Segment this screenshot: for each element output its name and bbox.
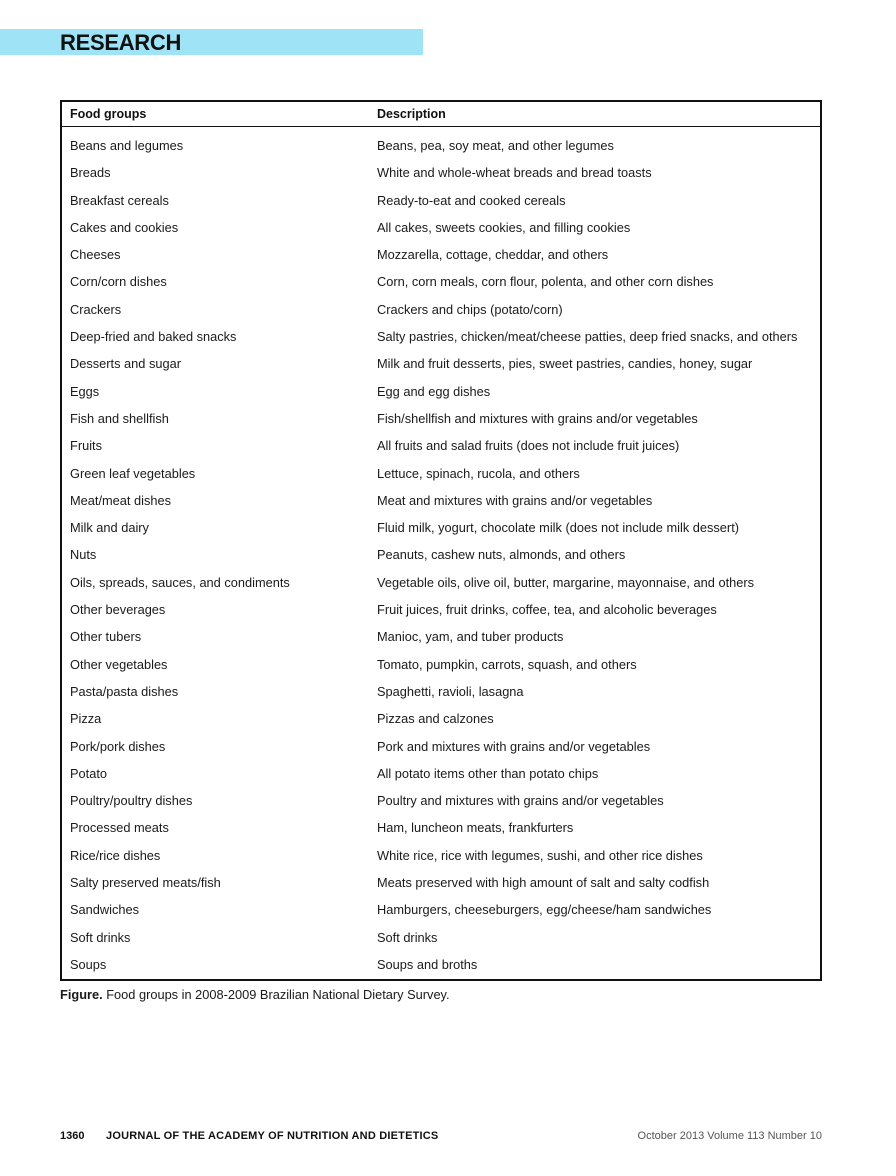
description-cell: White and whole-wheat breads and bread toasts [377, 165, 652, 181]
caption-text: Food groups in 2008-2009 Brazilian National Dietary Survey. [102, 987, 450, 1002]
food-group-cell: Milk and dairy [70, 520, 149, 536]
description-cell: Poultry and mixtures with grains and/or vegetables [377, 793, 664, 809]
description-cell: Ham, luncheon meats, frankfurters [377, 820, 574, 836]
table-row [62, 545, 820, 572]
food-group-cell: Other vegetables [70, 656, 168, 672]
table-row [62, 300, 820, 327]
table-row [62, 136, 820, 163]
description-cell: All fruits and salad fruits (does not include fruit juices) [377, 438, 680, 454]
table-row [62, 409, 820, 436]
column-header-description: Description [377, 107, 446, 121]
food-group-cell: Pizza [70, 711, 102, 727]
table-row [62, 327, 820, 354]
table-row [62, 928, 820, 955]
food-group-cell: Pork/pork dishes [70, 738, 166, 754]
food-group-cell: Rice/rice dishes [70, 847, 161, 863]
caption-label: Figure. [60, 987, 103, 1002]
food-groups-table [60, 100, 822, 981]
description-cell: All cakes, sweets cookies, and filling cookies [377, 219, 631, 235]
table-row [62, 900, 820, 927]
description-cell: All potato items other than potato chips [377, 765, 599, 781]
description-cell: Hamburgers, cheeseburgers, egg/cheese/ham sandwiches [377, 902, 712, 918]
food-group-cell: Fish and shellfish [70, 410, 169, 426]
description-cell: Lettuce, spinach, rucola, and others [377, 465, 580, 481]
table-row [62, 682, 820, 709]
food-group-cell: Breads [70, 165, 111, 181]
food-group-cell: Crackers [70, 301, 122, 317]
description-cell: Vegetable oils, olive oil, butter, margarine, mayonnaise, and others [377, 574, 755, 590]
page-footer [60, 1130, 822, 1146]
table-row [62, 245, 820, 272]
description-cell: Egg and egg dishes [377, 383, 491, 399]
food-group-cell: Corn/corn dishes [70, 274, 167, 290]
description-cell: Spaghetti, ravioli, lasagna [377, 683, 524, 699]
description-cell: Soft drinks [377, 929, 438, 945]
journal-name: JOURNAL OF THE ACADEMY OF NUTRITION AND DIETETICS [106, 1130, 439, 1142]
description-cell: Meat and mixtures with grains and/or vegetables [377, 492, 653, 508]
food-group-cell: Deep-fried and baked snacks [70, 329, 237, 345]
food-group-cell: Meat/meat dishes [70, 492, 172, 508]
description-cell: Beans, pea, soy meat, and other legumes [377, 138, 614, 153]
description-cell: White rice, rice with legumes, sushi, and other rice dishes [377, 847, 703, 863]
table-row [62, 627, 820, 654]
table-row [62, 818, 820, 845]
description-cell: Fluid milk, yogurt, chocolate milk (does not include milk dessert) [377, 520, 740, 536]
food-group-cell: Poultry/poultry dishes [70, 793, 193, 809]
table-row [62, 436, 820, 463]
food-group-cell: Fruits [70, 438, 102, 454]
table-row [62, 655, 820, 682]
table-row [62, 491, 820, 518]
description-cell: Fruit juices, fruit drinks, coffee, tea, and alcoholic beverages [377, 602, 717, 618]
description-cell: Fish/shellfish and mixtures with grains and/or vegetables [377, 410, 698, 426]
description-cell: Pork and mixtures with grains and/or vegetables [377, 738, 651, 754]
food-group-cell: Soft drinks [70, 929, 131, 945]
food-group-cell: Green leaf vegetables [70, 465, 196, 481]
food-group-cell: Cakes and cookies [70, 219, 179, 235]
food-group-cell: Other tubers [70, 629, 142, 645]
description-cell: Peanuts, cashew nuts, almonds, and others [377, 547, 626, 563]
food-group-cell: Salty preserved meats/fish [70, 875, 221, 891]
food-group-cell: Breakfast cereals [70, 192, 169, 208]
table-row [62, 464, 820, 491]
table-row [62, 163, 820, 190]
table-header [62, 102, 820, 127]
food-group-cell: Nuts [70, 547, 97, 563]
column-header-food-groups: Food groups [70, 107, 147, 121]
food-group-cell: Beans and legumes [70, 138, 184, 153]
food-group-cell: Potato [70, 765, 107, 781]
table-row [62, 873, 820, 900]
table-row [62, 354, 820, 381]
food-group-cell: Other beverages [70, 602, 166, 618]
page-number: 1360 [60, 1130, 85, 1142]
table-row [62, 218, 820, 245]
food-group-cell: Soups [70, 956, 107, 972]
table-row [62, 764, 820, 791]
table-row [62, 600, 820, 627]
table-row [62, 955, 820, 982]
food-group-cell: Processed meats [70, 820, 169, 836]
food-group-cell: Cheeses [70, 247, 121, 263]
issue-info: October 2013 Volume 113 Number 10 [637, 1130, 822, 1142]
description-cell: Mozzarella, cottage, cheddar, and others [377, 247, 609, 263]
table-row [62, 791, 820, 818]
table-body [62, 136, 820, 982]
figure-caption [60, 987, 450, 1002]
description-cell: Salty pastries, chicken/meat/cheese patties, deep fried snacks, and others [377, 329, 798, 345]
table-row [62, 709, 820, 736]
section-title: RESEARCH [60, 30, 182, 55]
food-group-cell: Eggs [70, 383, 100, 399]
table-row [62, 573, 820, 600]
description-cell: Meats preserved with high amount of salt and salty codfish [377, 875, 710, 891]
description-cell: Ready-to-eat and cooked cereals [377, 192, 566, 208]
description-cell: Manioc, yam, and tuber products [377, 629, 564, 645]
food-group-cell: Pasta/pasta dishes [70, 683, 179, 699]
table-row [62, 382, 820, 409]
table-row [62, 846, 820, 873]
table-row [62, 191, 820, 218]
food-group-cell: Oils, spreads, sauces, and condiments [70, 574, 290, 590]
description-cell: Soups and broths [377, 956, 478, 972]
food-group-cell: Sandwiches [70, 902, 140, 918]
description-cell: Pizzas and calzones [377, 711, 494, 727]
description-cell: Corn, corn meals, corn flour, polenta, and other corn dishes [377, 274, 714, 290]
description-cell: Crackers and chips (potato/corn) [377, 301, 563, 317]
table-row [62, 272, 820, 299]
description-cell: Tomato, pumpkin, carrots, squash, and others [377, 656, 637, 672]
food-group-cell: Desserts and sugar [70, 356, 181, 372]
description-cell: Milk and fruit desserts, pies, sweet pastries, candies, honey, sugar [377, 356, 753, 372]
table-row [62, 737, 820, 764]
table-row [62, 518, 820, 545]
